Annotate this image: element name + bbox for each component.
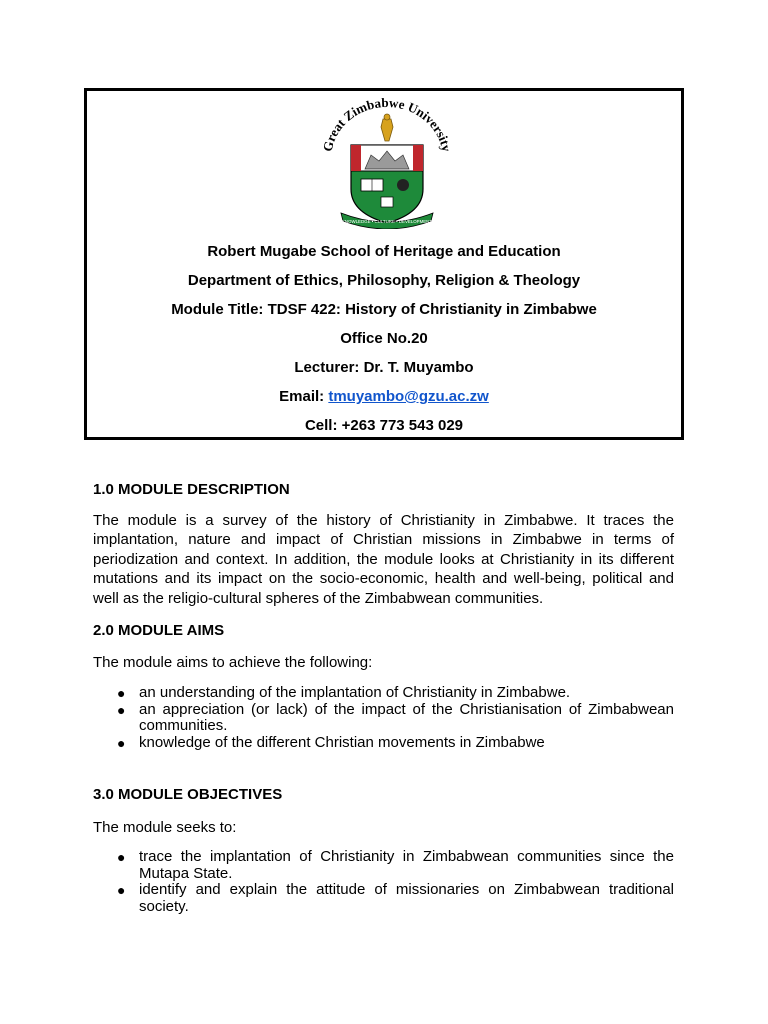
description-line: periodization and context. In addition, the module looks at Christianity in its different <box>93 550 674 568</box>
shield-icon <box>351 145 423 223</box>
objectives-heading: 3.0 MODULE OBJECTIVES <box>93 786 283 803</box>
aims-list <box>93 685 674 751</box>
description-paragraph <box>93 511 674 608</box>
description-line: well as the religio-cultural spheres of the Zimbabwean communities. <box>93 589 544 607</box>
description-heading: 1.0 MODULE DESCRIPTION <box>93 481 290 498</box>
list-item-text: trace the implantation of Christianity in Zimbabwean communities since the Mutapa State. <box>139 848 674 882</box>
list-item-text: an appreciation (or lack) of the impact of the Christianisation of Zimbabwean communities. <box>139 700 674 734</box>
office-number: Office No.20 <box>340 330 428 347</box>
description-line: mutations and its impact on the socio-economic, health and well-being, political and <box>93 570 674 588</box>
list-item <box>93 685 674 702</box>
bullet-icon: ● <box>117 701 126 718</box>
email-label: Email: <box>279 388 325 405</box>
list-item-text: knowledge of the different Christian movements in Zimbabwe <box>139 733 545 751</box>
aims-heading: 2.0 MODULE AIMS <box>93 622 225 639</box>
cell-number: Cell: +263 773 543 029 <box>304 417 464 434</box>
list-item-text: an understanding of the implantation of Christianity in Zimbabwe. <box>139 684 571 701</box>
bullet-icon: ● <box>117 685 126 701</box>
header-box <box>84 88 684 440</box>
school-name: Robert Mugabe School of Heritage and Education <box>207 243 561 260</box>
objectives-list <box>93 849 674 915</box>
email-link[interactable]: tmuyambo@gzu.ac.zw <box>328 388 489 405</box>
list-item-text: identify and explain the attitude of missionaries on Zimbabwean traditional society. <box>139 881 674 915</box>
email-line <box>87 388 681 406</box>
objectives-intro: The module seeks to: <box>93 819 237 836</box>
list-item <box>93 849 674 882</box>
list-item <box>93 882 674 915</box>
list-item <box>93 735 674 752</box>
description-line: The module is a survey of the history of Christianity in Zimbabwe. It traces the <box>93 512 674 529</box>
bullet-icon: ● <box>117 882 126 898</box>
bullet-icon: ● <box>117 734 126 751</box>
university-logo <box>313 97 461 229</box>
lecturer-name: Lecturer: Dr. T. Muyambo <box>294 359 474 376</box>
zimbabwe-bird-icon <box>381 114 393 141</box>
university-crest-icon <box>313 97 461 229</box>
bullet-icon: ● <box>117 849 126 865</box>
description-line: implantation, nature and impact of Christian missions in Zimbabwe in terms of <box>93 531 674 549</box>
department-name: Department of Ethics, Philosophy, Religion & Theology <box>187 272 581 289</box>
module-title: Module Title: TDSF 422: History of Christianity in Zimbabwe <box>171 301 597 318</box>
logo-arc-text: Great Zimbabwe University <box>319 97 455 153</box>
logo-motto: KNOWLEDGE • CULTURE • DEVELOPMENT <box>341 219 433 224</box>
list-item <box>93 702 674 735</box>
aims-intro: The module aims to achieve the following: <box>93 654 373 671</box>
